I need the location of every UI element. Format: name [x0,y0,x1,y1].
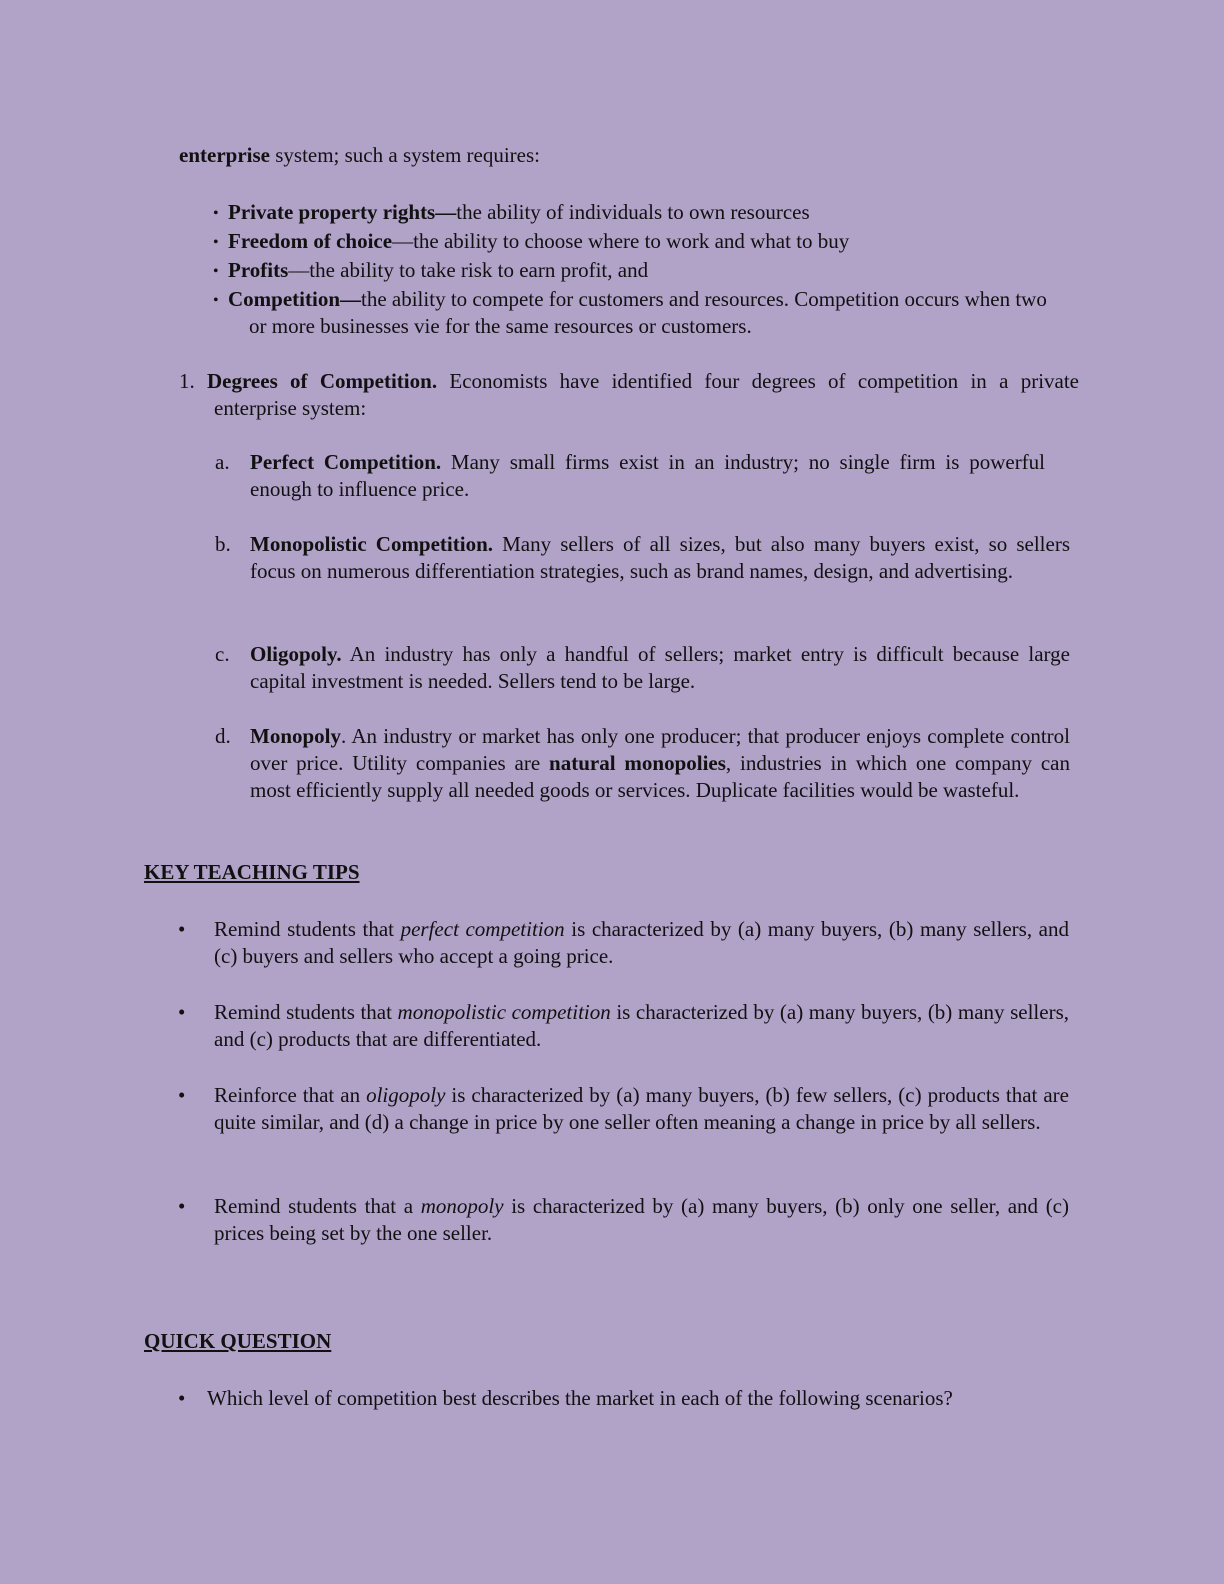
requirement-term: Freedom of choice [228,229,393,253]
key-tip-post: is characterized by (a) many buyers, (b) few sellers, (c) products that are quite similar, and (d) a change in price by one seller often meaning a change in price by all sellers. [214,1083,1069,1134]
degree-item-a [215,449,1079,503]
degree-description-continued: , industries in which one company can most efficiently supply all needed goods or services. Duplicate facilities would be wasteful. [250,751,1070,802]
key-tip-pre: Remind students that a [214,1194,421,1218]
requirement-text: —the ability to choose where to work and what to buy [392,229,850,253]
key-tip-term: oligopoly [366,1083,446,1107]
degree-item-d [215,723,1079,804]
key-tip-term: monopoly [420,1194,504,1218]
degree-text [250,449,1045,503]
requirement-item [213,257,1073,284]
bullet-icon: • [178,1194,186,1218]
bullet-icon: • [178,1083,186,1107]
degrees-paragraph [179,368,1079,422]
degree-letter: c. [215,642,230,666]
requirement-text: the ability to compete for customers and resources. Competition occurs when two or more businesses vie for the same resources or customers. [249,287,1047,338]
degrees-section [179,368,1079,422]
degrees-term: Degrees of Competition. [207,369,438,393]
requirement-item [213,228,1073,255]
requirement-item [213,199,1073,226]
requirement-term: Profits [228,258,289,282]
key-tip-text [214,1193,1069,1247]
key-tip-pre: Remind students that [214,1000,398,1024]
intro-text: system; such a system requires: [269,143,541,167]
intro-line [179,142,1079,169]
bullet-icon: • [178,1386,186,1410]
key-tip-term: perfect competition [400,917,565,941]
degree-text [250,531,1070,585]
quick-question-item [178,1385,1079,1412]
requirement-term: Private property rights— [228,200,457,224]
key-tip-term: monopolistic competition [397,1000,611,1024]
bullet-icon: • [213,263,219,280]
key-tip-pre: Remind students that [214,917,401,941]
intro-term: enterprise [179,143,270,167]
requirement-item [213,286,1061,340]
degree-description: Many sellers of all sizes, but also many buyers exist, so sellers focus on numerous differentiation strategies, such as brand names, design, and advertising. [250,532,1070,583]
degree-letter: d. [215,724,231,748]
quick-question-heading: QUICK QUESTION [144,1329,332,1353]
degree-term: Oligopoly. [250,642,342,666]
key-tip-item [178,916,1079,970]
bullet-icon: • [213,292,219,309]
degrees-number: 1. [179,369,195,393]
bullet-icon: • [213,205,219,222]
requirement-term: Competition— [228,287,361,311]
key-tips-heading: KEY TEACHING TIPS [144,860,360,884]
degree-description: . An industry or market has only one producer; that producer enjoys complete control over price. Utility companies are [250,724,1070,775]
bullet-icon: • [213,234,219,251]
degree-term: Perfect Competition. [250,450,442,474]
degree-description: Many small firms exist in an industry; no single firm is powerful enough to influence price. [250,450,1046,501]
key-tip-item [178,1082,1079,1136]
requirement-text: the ability of individuals to own resources [456,200,810,224]
degree-letter: a. [215,450,230,474]
key-tip-text [214,999,1069,1053]
degree-text [250,641,1070,695]
degree-description: An industry has only a handful of sellers; market entry is difficult because large capital investment is needed. Sellers tend to be large. [250,642,1070,693]
key-tip-post: is characterized by (a) many buyers, (b) many sellers, and (c) buyers and sellers who accept a going price. [214,917,1070,968]
key-tip-post: is characterized by (a) many buyers, (b) many sellers, and (c) products that are differentiated. [214,1000,1069,1051]
key-tip-text [214,1082,1069,1136]
bullet-icon: • [178,917,186,941]
key-tip-text [214,916,1069,970]
key-tip-item [178,999,1079,1053]
degree-item-c [215,641,1079,695]
degree-letter: b. [215,532,231,556]
bullet-icon: • [178,1000,186,1024]
degree-text [250,723,1070,804]
key-tip-item [178,1193,1079,1247]
quick-question-text: Which level of competition best describes the market in each of the following scenarios? [207,1386,953,1410]
degree-term-secondary: natural monopolies [549,751,726,775]
degrees-text: Economists have identified four degrees of competition in a private enterprise system: [214,369,1079,420]
degree-term: Monopolistic Competition. [250,532,494,556]
requirement-text: —the ability to take risk to earn profit, and [288,258,649,282]
degree-item-b [215,531,1079,585]
key-tip-pre: Reinforce that an [214,1083,367,1107]
key-tip-post: is characterized by (a) many buyers, (b) only one seller, and (c) prices being set by the one seller. [214,1194,1069,1245]
degree-term: Monopoly [250,724,342,748]
